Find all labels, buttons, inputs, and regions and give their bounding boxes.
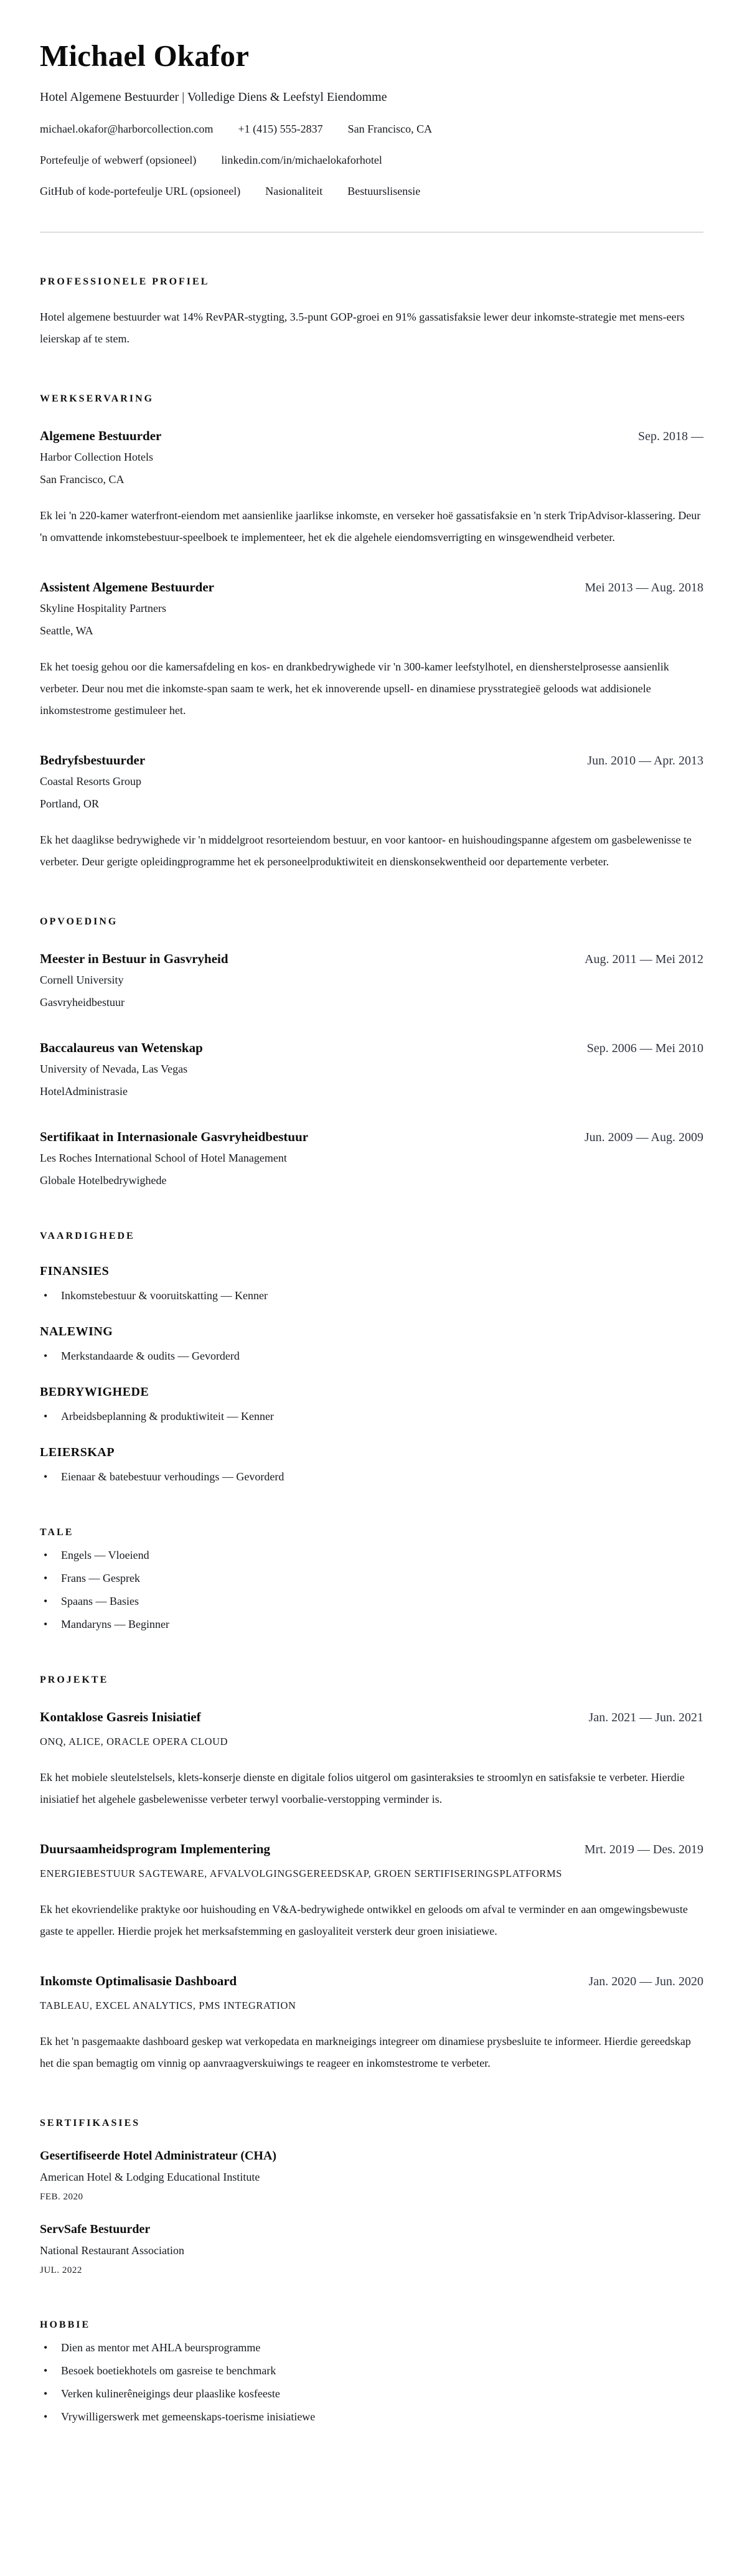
section-hobbies (40, 2320, 703, 2423)
section-profile (40, 276, 703, 350)
education-dates: Jun. 2009 — Aug. 2009 (584, 1131, 703, 1145)
skill-list (40, 1409, 703, 1423)
project-entry (40, 1973, 703, 2074)
job-entry (40, 428, 703, 548)
section-projects (40, 1675, 703, 2074)
section-certifications (40, 2118, 703, 2276)
skill-item: • Merkstandaarde & oudits — Gevorderd (40, 1349, 703, 1363)
skill-item: • Eienaar & batebestuur verhoudings — Gevorderd (40, 1470, 703, 1483)
project-entry-head (40, 1709, 703, 1725)
project-tech: ONQ, ALICE, ORACLE OPERA CLOUD (40, 1736, 228, 1748)
license-placeholder-text: Bestuurslisensie (347, 185, 421, 198)
portfolio-placeholder-text: Portefeulje of webwerf (opsioneel) (40, 154, 197, 167)
skill-item: • Inkomstebestuur & vooruitskatting — Kenner (40, 1289, 703, 1302)
job-title: Bedryfsbestuurder (40, 753, 146, 768)
language-item: • Engels — Vloeiend (40, 1548, 703, 1562)
contact-row-1 (40, 123, 703, 136)
project-title: Inkomste Optimalisasie Dashboard (40, 1973, 237, 1989)
education-entry (40, 1129, 703, 1187)
experience-heading: WERKSERVARING (40, 393, 154, 405)
education-entry-head (40, 1129, 703, 1145)
job-company: Coastal Resorts Group (40, 775, 141, 788)
job-title: Algemene Bestuurder (40, 428, 162, 444)
job-description: Ek het daaglikse bedrywighede vir 'n middelgroot resorteiendom bestuur, en voor kantoor- en huishoudingspanne afgestem om gasbelewenisse te verbeter. Deur gerigte opleidingprogramme het ek personeelproduktiwiteit en dienskonsekwentheid oor departemente verbeter. (40, 834, 692, 868)
phone-text: +1 (415) 555-2837 (238, 123, 323, 136)
contact-row-3 (40, 185, 703, 198)
education-entry (40, 1040, 703, 1098)
skill-group (40, 1445, 703, 1483)
project-description: Ek het 'n pasgemaakte dashboard geskep wat verkopedata en markneigings integreer om dinamiese prysbesluite te informeer. Hierdie gereedskap het die span bemagtig om vinnig op aanvraagverskuiwings te reageer en inkomstestrome te verbeter. (40, 2035, 691, 2070)
skill-list (40, 1289, 703, 1302)
skill-item: • Arbeidsbeplanning & produktiwiteit — Kenner (40, 1409, 703, 1423)
hobby-item: • Besoek boetiekhotels om gasreise te benchmark (40, 2364, 703, 2377)
job-company: Skyline Hospitality Partners (40, 602, 166, 615)
project-tech: ENERGIEBESTUUR SAGTEWARE, AFVALVOLGINGSGEREEDSKAP, GROEN SERTIFISERINGSPLATFORMS (40, 1868, 563, 1880)
resume-header (40, 39, 703, 198)
github-placeholder-text: GitHub of kode-portefeulje URL (opsioneel) (40, 185, 241, 198)
job-entry (40, 580, 703, 722)
job-dates: Sep. 2018 — (638, 430, 703, 444)
job-entry-head (40, 580, 703, 595)
certification-issuer: American Hotel & Lodging Educational Institute (40, 2171, 260, 2184)
certification-issuer: National Restaurant Association (40, 2244, 184, 2257)
skill-category: LEIERSKAP (40, 1445, 115, 1460)
skill-category: FINANSIES (40, 1264, 110, 1279)
contact-row-2 (40, 154, 703, 167)
certification-name: Gesertifiseerde Hotel Administrateur (CHA) (40, 2149, 277, 2163)
project-description: Ek het mobiele sleutelstelsels, klets-konserje dienste en digitale folios uitgerol om gasinteraksies te stroomlyn en satisfaksie te verbeter. Hierdie inisiatief het algehele gasbelewenisse verbeter terwyl voorbalie-verstopping verminder is. (40, 1771, 685, 1806)
school-name: Cornell University (40, 974, 124, 987)
language-item: • Spaans — Basies (40, 1594, 703, 1608)
project-entry-head (40, 1973, 703, 1989)
hobbies-heading: HOBBIE (40, 2320, 91, 2331)
certifications-heading: SERTIFIKASIES (40, 2118, 141, 2129)
header-divider (40, 232, 703, 233)
project-title: Kontaklose Gasreis Inisiatief (40, 1709, 201, 1725)
email-text: michael.okafor@harborcollection.com (40, 123, 214, 136)
skill-category: NALEWING (40, 1325, 113, 1339)
job-entry (40, 753, 703, 873)
skill-category: BEDRYWIGHEDE (40, 1385, 149, 1399)
degree-title: Sertifikaat in Internasionale Gasvryheidbestuur (40, 1129, 309, 1145)
education-dates: Aug. 2011 — Mei 2012 (585, 952, 703, 967)
job-title: Assistent Algemene Bestuurder (40, 580, 214, 595)
project-entry-head (40, 1841, 703, 1857)
education-entry (40, 951, 703, 1009)
certification-entry (40, 2149, 703, 2202)
job-description: Ek het toesig gehou oor die kamersafdeling en kos- en drankbedrywighede vir 'n 300-kamer leefstylhotel, en diensherstelprosesse aansienlik verbeter. Deur nou met die inkomste-span saam te werk, het ek innoverende upsell- en dinamiese prysstrategieë geloods wat addisionele inkomstestrome gestimuleer het. (40, 660, 669, 717)
hobby-item: • Verken kulinerêneigings deur plaaslike kosfeeste (40, 2387, 703, 2400)
certification-name: ServSafe Bestuurder (40, 2222, 151, 2237)
degree-title: Baccalaureus van Wetenskap (40, 1040, 203, 1056)
projects-heading: PROJEKTE (40, 1675, 109, 1686)
school-name: Les Roches International School of Hotel Management (40, 1152, 287, 1165)
profile-heading: PROFESSIONELE PROFIEL (40, 276, 210, 288)
nationality-placeholder-text: Nasionaliteit (265, 185, 323, 198)
project-entry (40, 1841, 703, 1942)
language-item: • Frans — Gesprek (40, 1571, 703, 1585)
language-list (40, 1548, 703, 1631)
skill-list (40, 1349, 703, 1363)
project-dates: Mrt. 2019 — Des. 2019 (584, 1843, 703, 1857)
skill-list (40, 1470, 703, 1483)
job-entry-head (40, 753, 703, 768)
education-dates: Sep. 2006 — Mei 2010 (586, 1041, 703, 1056)
job-location: San Francisco, CA (40, 473, 125, 486)
project-description: Ek het ekovriendelike praktyke oor huishouding en V&A-bedrywighede ontwikkel en geloods om afval te verminder en aan omgewingsbewuste gaste te appeller. Hierdie projek het merksafstemming en gasloyaliteit versterk deur groen inisiatiewe. (40, 1903, 688, 1938)
skills-heading: VAARDIGHEDE (40, 1231, 135, 1242)
education-entry-head (40, 1040, 703, 1056)
skill-group (40, 1264, 703, 1302)
job-location: Portland, OR (40, 797, 100, 811)
section-languages (40, 1527, 703, 1631)
section-experience (40, 393, 703, 873)
project-title: Duursaamheidsprogram Implementering (40, 1841, 271, 1857)
job-company: Harbor Collection Hotels (40, 451, 153, 464)
degree-title: Meester in Bestuur in Gasvryheid (40, 951, 228, 967)
person-name: Michael Okafor (40, 39, 250, 73)
job-dates: Jun. 2010 — Apr. 2013 (587, 754, 703, 768)
languages-heading: TALE (40, 1527, 74, 1538)
location-text: San Francisco, CA (347, 123, 433, 136)
section-skills (40, 1231, 703, 1483)
field-of-study: HotelAdministrasie (40, 1085, 128, 1098)
skill-group (40, 1385, 703, 1423)
certification-date: FEB. 2020 (40, 2192, 83, 2202)
field-of-study: Gasvryheidbestuur (40, 996, 125, 1009)
section-education (40, 916, 703, 1187)
job-entry-head (40, 428, 703, 444)
language-item: • Mandaryns — Beginner (40, 1617, 703, 1631)
project-dates: Jan. 2020 — Jun. 2020 (588, 1975, 703, 1989)
project-entry (40, 1709, 703, 1810)
certification-date: JUL. 2022 (40, 2265, 82, 2276)
hobby-item: • Dien as mentor met AHLA beursprogramme (40, 2341, 703, 2354)
education-entry-head (40, 951, 703, 967)
hobby-item: • Vrywilligerswerk met gemeenskaps-toerisme inisiatiewe (40, 2410, 703, 2423)
certification-entry (40, 2222, 703, 2276)
linkedin-text: linkedin.com/in/michaelokaforhotel (221, 154, 382, 167)
education-heading: OPVOEDING (40, 916, 118, 928)
hobby-list (40, 2341, 703, 2423)
field-of-study: Globale Hotelbedrywighede (40, 1174, 167, 1187)
job-dates: Mei 2013 — Aug. 2018 (585, 581, 703, 595)
project-tech: TABLEAU, EXCEL ANALYTICS, PMS INTEGRATION (40, 2000, 296, 2012)
skill-group (40, 1325, 703, 1363)
headline: Hotel Algemene Bestuurder | Volledige Diens & Leefstyl Eiendomme (40, 90, 387, 105)
school-name: University of Nevada, Las Vegas (40, 1063, 188, 1076)
profile-text: Hotel algemene bestuurder wat 14% RevPAR-stygting, 3.5-punt GOP-groei en 91% gassatisfaksie lewer deur inkomste-strategie met mens-eers leierskap af te stem. (40, 311, 685, 346)
job-location: Seattle, WA (40, 624, 93, 637)
project-dates: Jan. 2021 — Jun. 2021 (588, 1711, 703, 1725)
job-description: Ek lei 'n 220-kamer waterfront-eiendom met aansienlike jaarlikse inkomste, en verseker hoë gassatisfaksie en 'n sterk TripAdvisor-klassering. Deur 'n omvattende inkomstebestuur-speelboek te implementeer, het ek die algehele eiendomsverrigting en winsgewendheid verbeter. (40, 509, 701, 544)
